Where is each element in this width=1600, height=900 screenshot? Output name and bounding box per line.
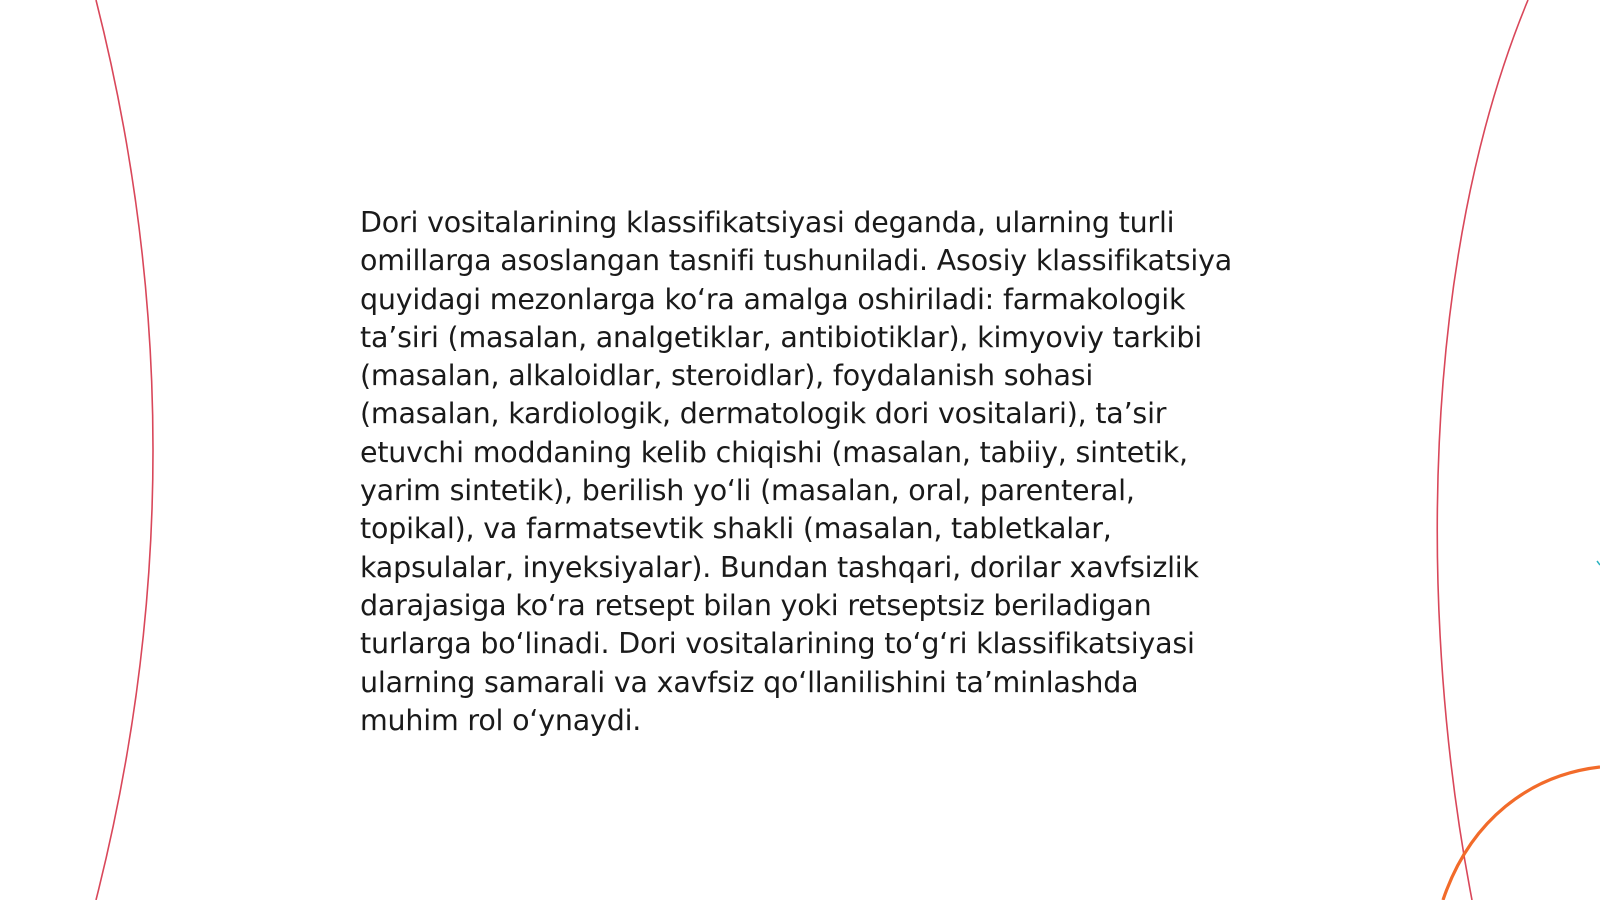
right-curve-line — [1437, 0, 1528, 900]
left-curve-line — [96, 0, 153, 900]
orange-arc — [1443, 767, 1600, 900]
body-paragraph: Dori vositalarining klassifikatsiyasi deganda, ularning turli omillarga asoslangan tasnifi tushuniladi. Asosiy klassifikatsiya quyidagi mezonlarga ko‘ra amalga oshiriladi: farmakologik ta’siri (masalan, analgetiklar, antibiotiklar), kimyoviy tarkibi (masalan, alkaloidlar, steroidlar), foydalanish sohasi (masalan, kardiologik, dermatologik dori vositalari), ta’sir etuvchi moddaning kelib chiqishi (masalan, tabiiy, sintetik, yarim sintetik), berilish yo‘li (masalan, oral, parenteral, topikal), va farmatsevtik shakli (masalan, tabletkalar, kapsulalar, inyeksiyalar). Bundan tashqari, dorilar xavfsizlik darajasiga ko‘ra retsept bilan yoki retseptsiz beriladigan turlarga bo‘linadi. Dori vositalarining to‘g‘ri klassifikatsiyasi ularning samarali va xavfsiz qo‘llanilishini ta’minlashda muhim rol o‘ynaydi. — [360, 206, 1233, 737]
